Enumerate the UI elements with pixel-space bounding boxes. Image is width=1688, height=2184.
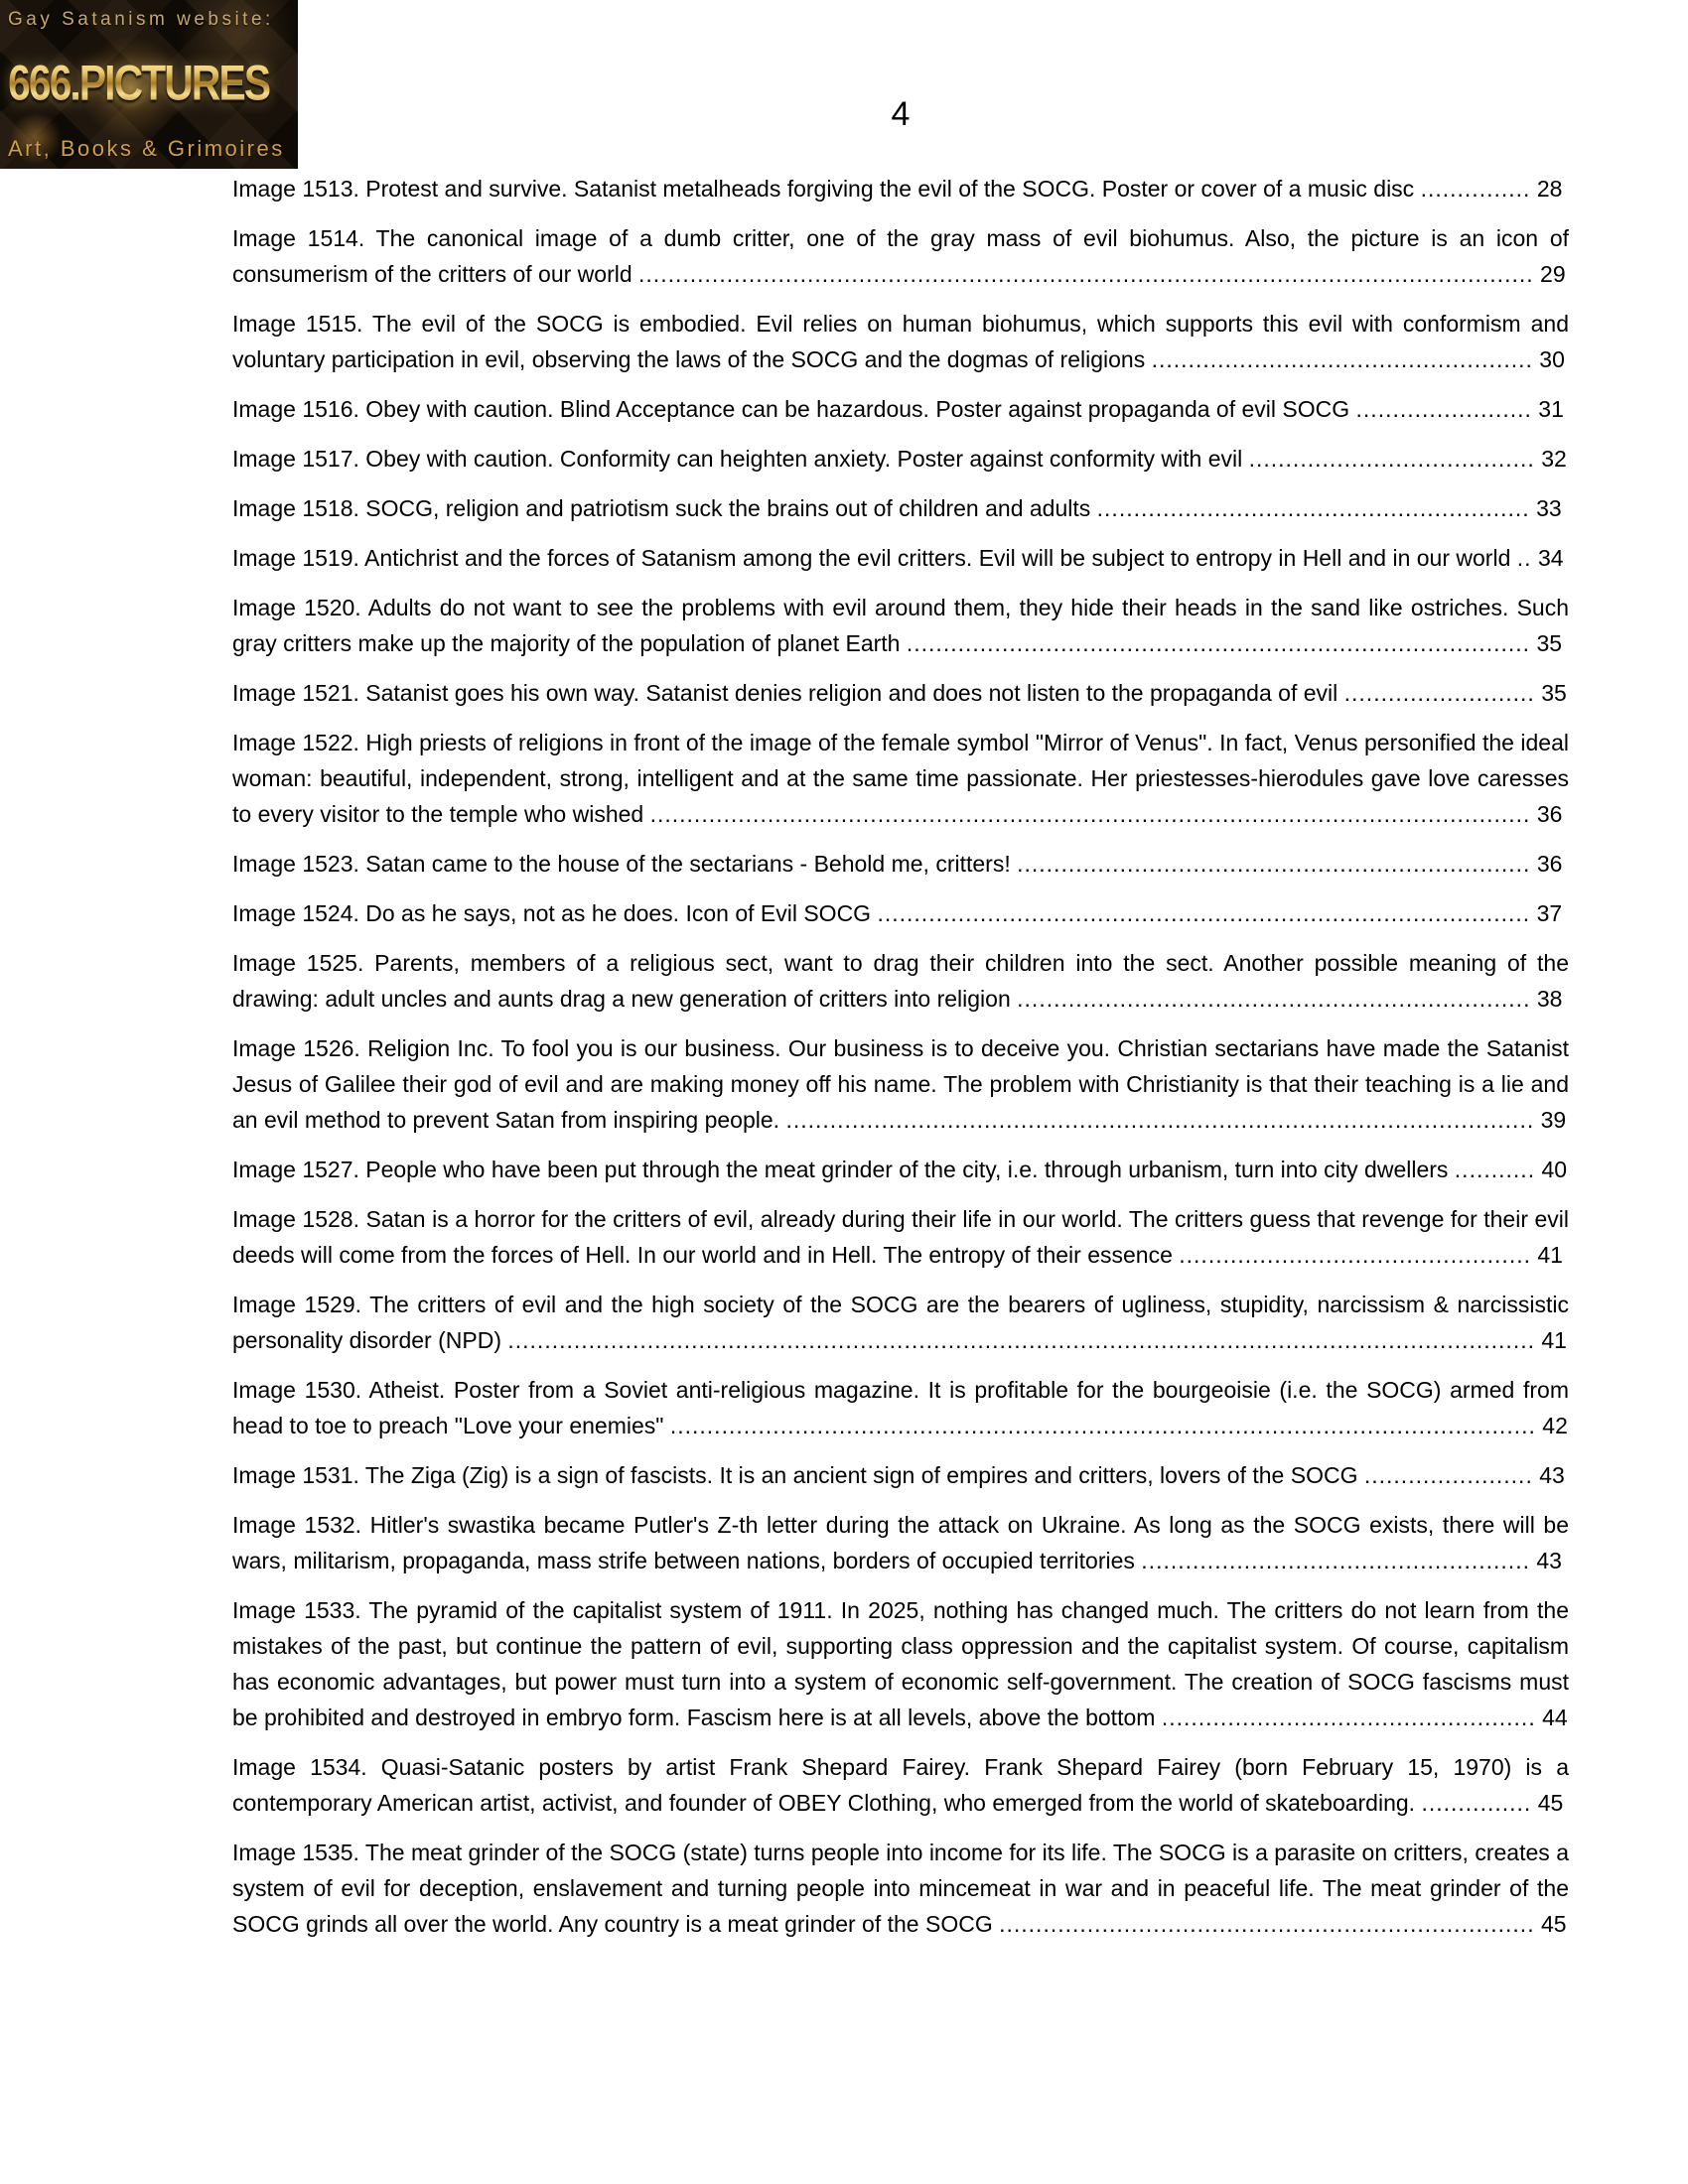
toc-leader-dots: .......................................................................................................................... [638, 261, 1534, 287]
logo-title: 666.PICTURES [8, 55, 290, 111]
toc-page-number: 40 [1541, 1157, 1568, 1182]
toc-page-number: 39 [1540, 1107, 1567, 1133]
toc-entry [232, 220, 1569, 292]
toc-page-number: 41 [1537, 1242, 1563, 1268]
toc-entry [232, 1030, 1569, 1138]
toc-page-number: 45 [1537, 1790, 1564, 1816]
toc-entry [232, 1152, 1569, 1187]
toc-entry [232, 1835, 1569, 1942]
toc-page-number: 28 [1536, 176, 1563, 202]
toc-page-number: 43 [1539, 1462, 1565, 1488]
toc-entry-text: Image 1533. The pyramid of the capitalist system of 1911. In 2025, nothing has changed much. The critters do not learn from the mistakes of the past, but continue the pattern of evil, supporting class oppression and the capitalist system. Of course, capitalism has economic advantages, but power must turn into a system of economic self-government. The creation of SOCG fascisms must be prohibited and destroyed in embryo form. Fascism here is at all levels, above the bottom [232, 1597, 1569, 1730]
toc-entry-text: Image 1522. High priests of religions in front of the image of the female symbol "Mirror of Venus". In fact, Venus personified the ideal woman: beautiful, independent, strong, intelligent and at the same time passionate. Her priestesses-hierodules gave love caresses to every visitor to the temple who wished [232, 730, 1569, 827]
toc-entry-text: Image 1517. Obey with caution. Conformity can heighten anxiety. Poster against conformity with evil [232, 446, 1243, 472]
toc-entry-text: Image 1518. SOCG, religion and patriotism suck the brains out of children and adults [232, 495, 1091, 521]
toc-entry-text: Image 1525. Parents, members of a religious sect, want to drag their children into the sect. Another possible meaning of the drawing: adult uncles and aunts drag a new generation of critters into religion [232, 950, 1569, 1012]
toc-entry [232, 675, 1569, 711]
toc-leader-dots: ..................................................................................... [906, 630, 1531, 656]
toc-entry [232, 391, 1569, 427]
toc-entry [232, 725, 1569, 832]
toc-leader-dots: ................................................... [1161, 1705, 1536, 1730]
toc-page-number: 30 [1539, 346, 1565, 372]
toc-page-number: 38 [1536, 986, 1563, 1012]
toc-entry [232, 1201, 1569, 1273]
toc-leader-dots: .. [1516, 545, 1532, 571]
toc-leader-dots: ......................................................................................... [877, 900, 1531, 926]
toc-leader-dots: ...................................................................................................................... [669, 1413, 1536, 1438]
toc-list [232, 171, 1569, 1956]
toc-leader-dots: ..................................................... [1141, 1548, 1530, 1573]
toc-entry-text: Image 1534. Quasi-Satanic posters by artist Frank Shepard Fairey. Frank Shepard Fairey (born February 15, 1970) is a contemporary American artist, activist, and founder of OBEY Clothing, who emerged from the world of skateboarding. [232, 1754, 1569, 1816]
toc-leader-dots: ............................................................................................................................................ [507, 1327, 1535, 1353]
toc-page-number: 43 [1536, 1548, 1562, 1573]
toc-leader-dots: ...................................................................................................... [785, 1107, 1535, 1133]
toc-entry [232, 1287, 1569, 1358]
toc-entry [232, 171, 1569, 206]
toc-leader-dots: ....................... [1363, 1462, 1533, 1488]
toc-entry-text: Image 1526. Religion Inc. To fool you is our business. Our business is to deceive you. Christian sectarians have made the Satanist Jesus of Galilee their god of evil and are making money off his name. The problem with Christianity is that their teaching is a lie and an evil method to prevent Satan from inspiring people. [232, 1035, 1569, 1133]
logo-tagline-bottom: Art, Books & Grimoires [8, 136, 285, 161]
toc-entry-text: Image 1515. The evil of the SOCG is embodied. Evil relies on human biohumus, which supports this evil with conformism and voluntary participation in evil, observing the laws of the SOCG and the dogmas of religions [232, 311, 1569, 372]
toc-entry-text: Image 1521. Satanist goes his own way. Satanist denies religion and does not listen to the propaganda of evil [232, 680, 1338, 706]
toc-leader-dots: ....................................... [1248, 446, 1535, 472]
toc-leader-dots: ........................................................... [1096, 495, 1530, 521]
toc-entry-text: Image 1535. The meat grinder of the SOCG (state) turns people into income for its life. The SOCG is a parasite on critters, creates a system of evil for deception, enslavement and turning people into mincemeat in war and in peaceful life. The meat grinder of the SOCG grinds all over the world. Any country is a meat grinder of the SOCG [232, 1840, 1569, 1937]
toc-page-number: 34 [1537, 545, 1564, 571]
toc-page-number: 41 [1541, 1327, 1567, 1353]
toc-entry-text: Image 1520. Adults do not want to see the problems with evil around them, they hide their heads in the sand like ostriches. Such gray critters make up the majority of the population of planet Earth [232, 595, 1569, 656]
toc-entry [232, 306, 1569, 377]
toc-entry-text: Image 1532. Hitler's swastika became Putler's Z-th letter during the attack on Ukraine. As long as the SOCG exists, there will be wars, militarism, propaganda, mass strife between nations, borders of occupied territories [232, 1512, 1569, 1573]
toc-entry [232, 540, 1569, 576]
toc-entry [232, 1372, 1569, 1443]
toc-page-number: 44 [1542, 1705, 1568, 1730]
toc-entry [232, 590, 1569, 661]
toc-leader-dots: ........................ [1355, 396, 1532, 422]
toc-entry-text: Image 1530. Atheist. Poster from a Soviet anti-religious magazine. It is profitable for the bourgeoisie (i.e. the SOCG) armed from head to toe to preach "Love your enemies" [232, 1377, 1569, 1438]
toc-entry [232, 441, 1569, 477]
toc-entry [232, 1507, 1569, 1578]
toc-entry-text: Image 1516. Obey with caution. Blind Acceptance can be hazardous. Poster against propaganda of evil SOCG [232, 396, 1350, 422]
toc-page-number: 35 [1541, 680, 1567, 706]
toc-entry-text: Image 1527. People who have been put through the meat grinder of the city, i.e. through urbanism, turn into city dwellers [232, 1157, 1449, 1182]
toc-page-number: 36 [1536, 851, 1563, 877]
toc-leader-dots: ...................................................................... [1017, 851, 1531, 877]
toc-entry [232, 490, 1569, 526]
toc-entry [232, 945, 1569, 1017]
toc-leader-dots: ......................................................................... [999, 1911, 1535, 1937]
toc-page-number: 31 [1538, 396, 1564, 422]
toc-leader-dots: ............... [1420, 176, 1531, 202]
toc-entry-text: Image 1513. Protest and survive. Satanist metalheads forgiving the evil of the SOCG. Poster or cover of a music disc [232, 176, 1415, 202]
page-number: 4 [891, 95, 911, 133]
toc-page-number: 33 [1536, 495, 1562, 521]
toc-entry-text: Image 1514. The canonical image of a dumb critter, one of the gray mass of evil biohumus. Also, the picture is an icon of consumerism of the critters of our world [232, 225, 1569, 287]
toc-leader-dots: ................................................ [1179, 1242, 1531, 1268]
toc-leader-dots: .......................... [1343, 680, 1535, 706]
toc-entry-text: Image 1531. The Ziga (Zig) is a sign of fascists. It is an ancient sign of empires and critters, lovers of the SOCG [232, 1462, 1358, 1488]
toc-page-number: 35 [1536, 630, 1563, 656]
toc-entry-text: Image 1524. Do as he says, not as he does. Icon of Evil SOCG [232, 900, 872, 926]
toc-leader-dots: ........... [1454, 1157, 1536, 1182]
toc-entry-text: Image 1529. The critters of evil and the high society of the SOCG are the bearers of ugliness, stupidity, narcissism & narcissistic personality disorder (NPD) [232, 1292, 1569, 1353]
toc-leader-dots: ........................................................................................................................ [649, 801, 1531, 827]
toc-entry-text: Image 1519. Antichrist and the forces of Satanism among the evil critters. Evil will be subject to entropy in Hell and in our world [232, 545, 1511, 571]
toc-page-number: 42 [1542, 1413, 1568, 1438]
toc-page-number: 29 [1540, 261, 1566, 287]
toc-entry [232, 1749, 1569, 1821]
toc-entry [232, 846, 1569, 882]
toc-leader-dots: ...................................................................... [1017, 986, 1531, 1012]
toc-leader-dots: ............... [1421, 1790, 1532, 1816]
toc-entry-text: Image 1528. Satan is a horror for the critters of evil, already during their life in our world. The critters guess that revenge for their evil deeds will come from the forces of Hell. In our world and in Hell. The entropy of their essence [232, 1206, 1569, 1268]
logo-tagline-top: Gay Satanism website: [8, 9, 274, 30]
toc-page-number: 37 [1536, 900, 1563, 926]
toc-entry [232, 1592, 1569, 1735]
toc-entry [232, 1457, 1569, 1493]
toc-leader-dots: .................................................... [1151, 346, 1533, 372]
toc-page-number: 45 [1540, 1911, 1567, 1937]
site-logo [0, 0, 298, 169]
toc-entry [232, 895, 1569, 931]
toc-entry-text: Image 1523. Satan came to the house of the sectarians - Behold me, critters! [232, 851, 1011, 877]
toc-page-number: 32 [1541, 446, 1567, 472]
toc-page-number: 36 [1536, 801, 1563, 827]
